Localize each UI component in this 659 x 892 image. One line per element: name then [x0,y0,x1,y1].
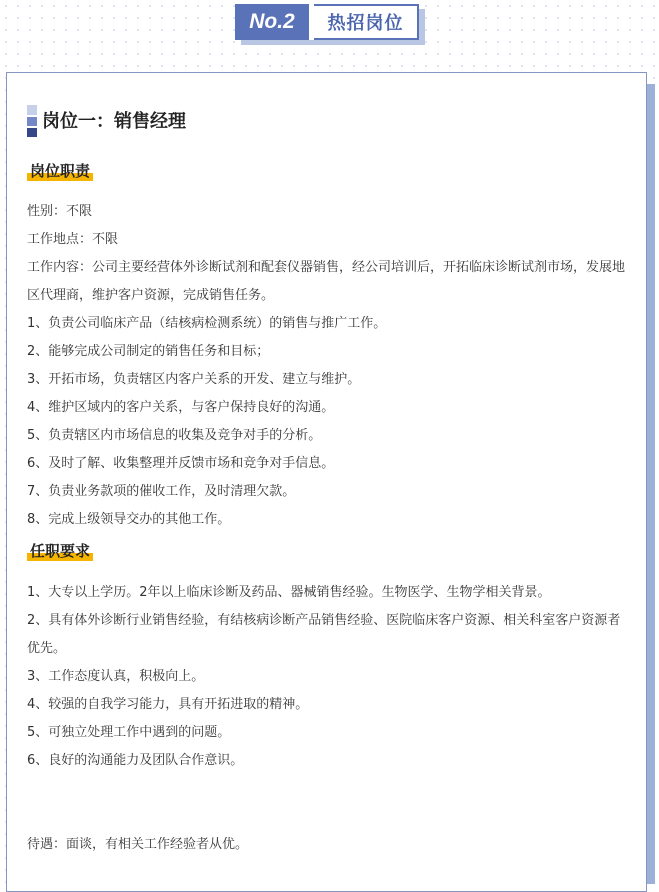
duty-item: 5、负责辖区内市场信息的收集及竞争对手的分析。 [27,428,322,443]
section-number-badge [235,4,419,40]
duty-item: 6、及时了解、收集整理并反馈市场和竞争对手信息。 [27,456,335,471]
duty-item: 7、负责业务款项的催收工作，及时清理欠款。 [27,484,296,499]
requirements-heading: 任职要求 [27,540,93,564]
duties-heading: 岗位职责 [27,160,93,184]
duty-item: 1、负责公司临床产品（结核病检测系统）的销售与推广工作。 [27,316,387,331]
job-title-row [27,105,186,135]
requirement-item: 6、良好的沟通能力及团队合作意识。 [27,753,244,768]
content-box-shadow [647,84,655,884]
job-title: 岗位一：销售经理 [42,111,186,132]
requirement-item: 3、工作态度认真，积极向上。 [27,669,205,684]
section-number: No.2 [235,4,309,40]
section-title: 热招岗位 [314,4,419,40]
requirement-item: 4、较强的自我学习能力，具有开拓进取的精神。 [27,697,309,712]
duty-item: 3、开拓市场，负责辖区内客户关系的开发、建立与维护。 [27,372,361,387]
work-content: 工作内容：公司主要经营体外诊断试剂和配套仪器销售，经公司培训后，开拓临床诊断试剂市场，发展地区代理商，维护客户资源，完成销售任务。 [27,260,626,303]
duty-item: 2、能够完成公司制定的销售任务和目标； [27,344,270,359]
requirements-section [27,579,631,775]
duties-section [27,198,631,534]
requirement-item: 1、大专以上学历。2年以上临床诊断及药品、器械销售经验。生物医学、生物学相关背景。 [27,585,551,600]
location-line: 工作地点：不限 [27,232,119,247]
title-marker-icon [27,105,39,135]
requirement-item: 2、具有体外诊断行业销售经验，有结核病诊断产品销售经验、医院临床客户资源、相关科室客户资源者优先。 [27,613,621,656]
gender-line: 性别：不限 [27,204,93,219]
requirement-item: 5、可独立处理工作中遇到的问题。 [27,725,231,740]
job-posting-card [6,72,647,892]
duty-item: 8、完成上级领导交办的其他工作。 [27,512,231,527]
duty-item: 4、维护区域内的客户关系，与客户保持良好的沟通。 [27,400,335,415]
benefits-line: 待遇：面谈，有相关工作经验者从优。 [27,837,249,852]
